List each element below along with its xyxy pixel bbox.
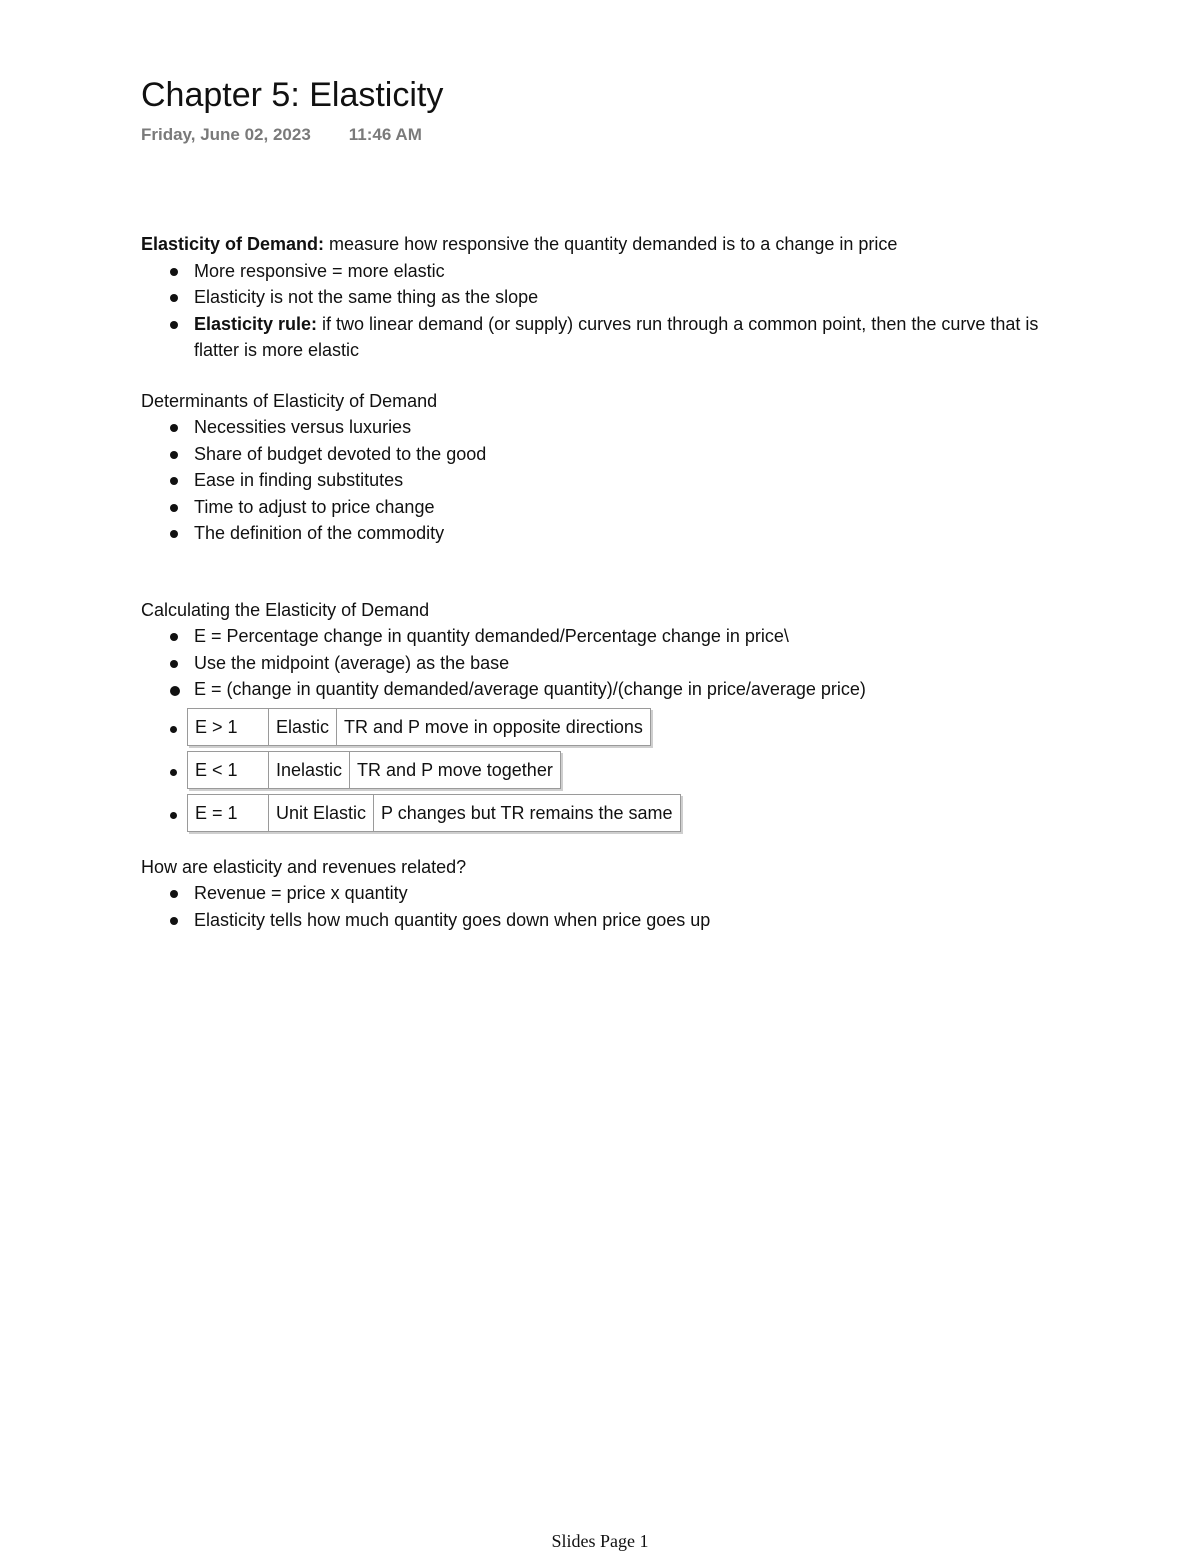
- list-item: The definition of the commodity: [141, 520, 1041, 547]
- revenues-section: [141, 854, 1041, 934]
- determinants-list: [141, 414, 1041, 547]
- section-heading: Calculating the Elasticity of Demand: [141, 599, 430, 620]
- list-item: Share of budget devoted to the good: [141, 441, 1041, 468]
- bullet-dot: [170, 769, 177, 776]
- page-date: Friday, June 02, 2023: [141, 125, 311, 144]
- revenues-list: [141, 880, 1041, 933]
- elasticity-table-row: [141, 794, 1041, 832]
- page-title: Chapter 5: Elasticity: [141, 76, 444, 114]
- definition-term: Elasticity of Demand:: [141, 234, 325, 254]
- list-item: Use the midpoint (average) as the base: [141, 650, 1041, 677]
- sub-list-item-text: E = (change in quantity demanded/average quantity)/(change in price/average price): [194, 679, 866, 699]
- list-item: [141, 311, 1041, 364]
- table-cell: TR and P move in opposite directions: [337, 708, 651, 746]
- page-timestamp: [141, 124, 1041, 146]
- list-item-bold: Elasticity rule:: [194, 313, 318, 334]
- list-item: E = Percentage change in quantity demanded/Percentage change in price\: [141, 623, 1041, 650]
- list-item: Necessities versus luxuries: [141, 414, 1041, 441]
- list-item: Revenue = price x quantity: [141, 880, 1041, 907]
- definition-text: measure how responsive the quantity demanded is to a change in price: [324, 234, 898, 254]
- determinants-section: [141, 388, 1041, 547]
- elasticity-table: [187, 794, 681, 833]
- list-item-text: if two linear demand (or supply) curves run through a common point, then the curve that is flatter is more elastic: [194, 313, 1039, 360]
- elasticity-table: [187, 751, 561, 790]
- sub-list-item: [141, 676, 1041, 703]
- list-item: Ease in finding substitutes: [141, 467, 1041, 494]
- table-cell: Elastic: [269, 708, 337, 746]
- definition-paragraph: [141, 231, 1041, 258]
- table-cell: Unit Elastic: [269, 794, 374, 832]
- table-cell: Inelastic: [269, 751, 350, 789]
- section-heading: How are elasticity and revenues related?: [141, 856, 467, 877]
- list-item-text: More responsive = more elastic: [194, 260, 445, 281]
- elasticity-table: [187, 708, 651, 747]
- list-item: Time to adjust to price change: [141, 494, 1041, 521]
- calculating-list: [141, 623, 1041, 703]
- elasticity-of-demand-section: [141, 231, 1041, 364]
- section-heading: Determinants of Elasticity of Demand: [141, 390, 438, 411]
- page-footer: Slides Page 1: [551, 1531, 649, 1551]
- list-item: [141, 284, 1041, 311]
- list-item-text: Elasticity is not the same thing as the slope: [194, 287, 539, 307]
- table-cell: P changes but TR remains the same: [374, 794, 681, 832]
- definition-bullets: [141, 258, 1041, 364]
- note-content: [141, 72, 1041, 933]
- list-item: Elasticity tells how much quantity goes down when price goes up: [141, 907, 1041, 934]
- bullet-dot: [170, 726, 177, 733]
- list-item: [141, 258, 1041, 285]
- elasticity-table-row: [141, 708, 1041, 746]
- page-time: 11:46 AM: [348, 125, 422, 144]
- calculating-section: [141, 597, 1041, 832]
- elasticity-table-row: [141, 751, 1041, 789]
- table-cell: TR and P move together: [350, 751, 561, 789]
- bullet-dot: [170, 812, 177, 819]
- table-cell: E > 1: [188, 708, 269, 746]
- table-cell: E < 1: [188, 751, 269, 789]
- table-cell: E = 1: [188, 794, 269, 832]
